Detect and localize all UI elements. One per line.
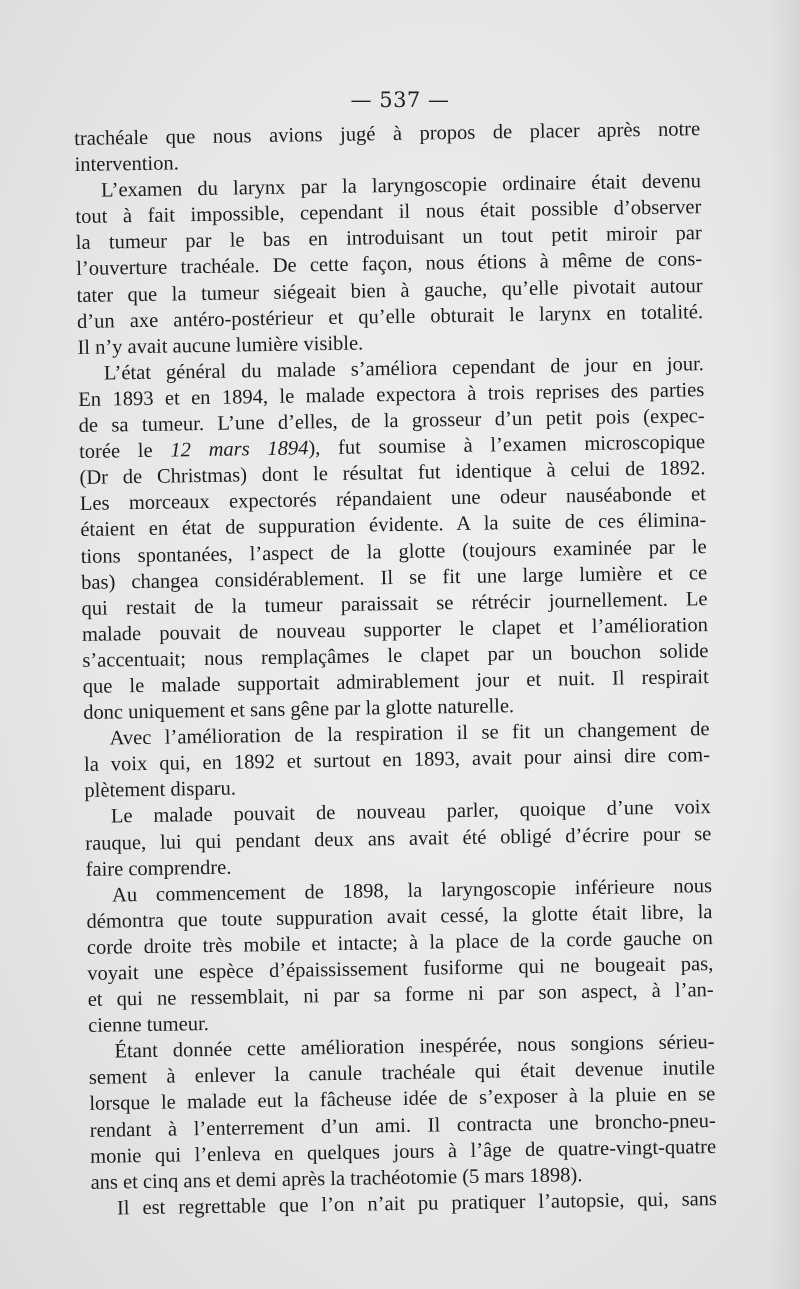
text-line: ans et cinq ans et demi après la trachéotomie (5 mars 1898). xyxy=(90,1163,583,1194)
text-line: (Dr de Christmas) dont le résultat fut identique à celui de 1892. xyxy=(79,457,706,490)
text-line: cienne tumeur. xyxy=(87,1013,209,1038)
text-line: trachéale que nous avions jugé à propos de placer après notre xyxy=(74,118,701,150)
text-line: voyait une espèce d’épaississement fusiforme qui ne bougeait pas, xyxy=(87,953,714,985)
text-line: Le malade pouvait de nouveau parler, quoique d’une voix xyxy=(110,796,711,828)
text-line: L’état général du malade s’améliora cependant de jour en jour. xyxy=(103,352,704,385)
text-line: tater que la tumeur siégeait bien à gauche, qu’elle pivotait autour xyxy=(76,274,703,307)
text-line: la tumeur par le bas en introduisant un tout petit miroir par xyxy=(75,222,702,255)
text-line: Avec l’amélioration de la respiration il se fit un changement de xyxy=(109,718,710,750)
text-line: faire comprendre. xyxy=(85,856,232,881)
text-line: bas) changea considérablement. Il se fit une large lumière et ce xyxy=(80,561,708,594)
text-line: que le malade supportait admirablement jour et nuit. Il respirait xyxy=(82,666,709,698)
text-line: L’examen du larynx par la laryngoscopie ordinaire était devenu xyxy=(100,170,702,202)
text-line: intervention. xyxy=(74,152,179,177)
text-line: s’accentuait; nous remplaçâmes le clapet par un bouchon solide xyxy=(82,639,709,672)
text-line: rendant à l’enterrement d’un ami. Il contracta une broncho-pneu- xyxy=(89,1109,716,1142)
text-line: démontra que toute suppuration avait cessé, la glotte était libre, la xyxy=(86,900,713,933)
text-line: Il n’y avait aucune lumière visible. xyxy=(77,332,364,359)
text-line: corde droite très mobile et intacte; à la place de la corde gauche on xyxy=(86,926,714,959)
text-line: monie qui l’enleva en quelques jours à l’âge de quatre-vingt-quatre xyxy=(90,1135,717,1168)
text-line: rauque, lui qui pendant deux ans avait été obligé d’écrire pour se xyxy=(85,822,712,855)
text-line: l’ouverture trachéale. De cette façon, nous étions à même de cons- xyxy=(76,248,703,281)
text-line: lorsque le malade eut la fâcheuse idée de s’exposer à la pluie en se xyxy=(89,1083,716,1116)
body-text xyxy=(74,116,717,1222)
text-line: Au commencement de 1898, la laryngoscopie inférieure nous xyxy=(111,874,713,907)
text-line: de sa tumeur. L’une d’elles, de la grosseur d’un petit pois (expec- xyxy=(78,405,705,437)
text-line: torée le 12 mars 1894), fut soumise à l’examen microscopique xyxy=(78,431,706,464)
text-line: Étant donnée cette amélioration inespérée, nous songions sérieu- xyxy=(114,1031,715,1063)
text-line: Les morceaux expectorés répandaient une odeur nauséabonde et xyxy=(79,483,707,516)
scan-edge-shadow xyxy=(770,0,800,1289)
text-line: qui restait de la tumeur paraissait se rétrécir journellement. Le xyxy=(81,587,708,620)
text-line: donc uniquement et sans gêne par la glotte naturelle. xyxy=(83,695,515,724)
page-number: — 537 — xyxy=(350,88,450,112)
text-line: plètement disparu. xyxy=(84,777,237,803)
text-line: tions spontanées, l’aspect de la glotte (toujours examinée par le xyxy=(80,535,707,568)
text-line: malade pouvait de nouveau supporter le clapet et l’amélioration xyxy=(81,613,709,646)
text-line: tout à fait impossible, cependant il nous était possible d’observer xyxy=(75,196,702,229)
text-line: sement à enlever la canule trachéale qui était devenue inutile xyxy=(88,1057,716,1090)
text-line: d’un axe antéro-postérieur et qu’elle obturait le larynx en totalité. xyxy=(76,300,704,333)
text-line: étaient en état de suppuration évidente. A la suite de ces élimina- xyxy=(80,509,707,542)
text-line: Il est regrettable que l’on n’ait pu pratiquer l’autopsie, qui, sans xyxy=(116,1187,718,1220)
text-line: la voix qui, en 1892 et surtout en 1893, avait pour ainsi dire com- xyxy=(83,744,711,777)
text-line: et qui ne ressemblait, ni par sa forme ni par son aspect, à l’an- xyxy=(87,979,714,1011)
text-line: En 1893 et en 1894, le malade expectora à trois reprises des parties xyxy=(78,379,705,411)
